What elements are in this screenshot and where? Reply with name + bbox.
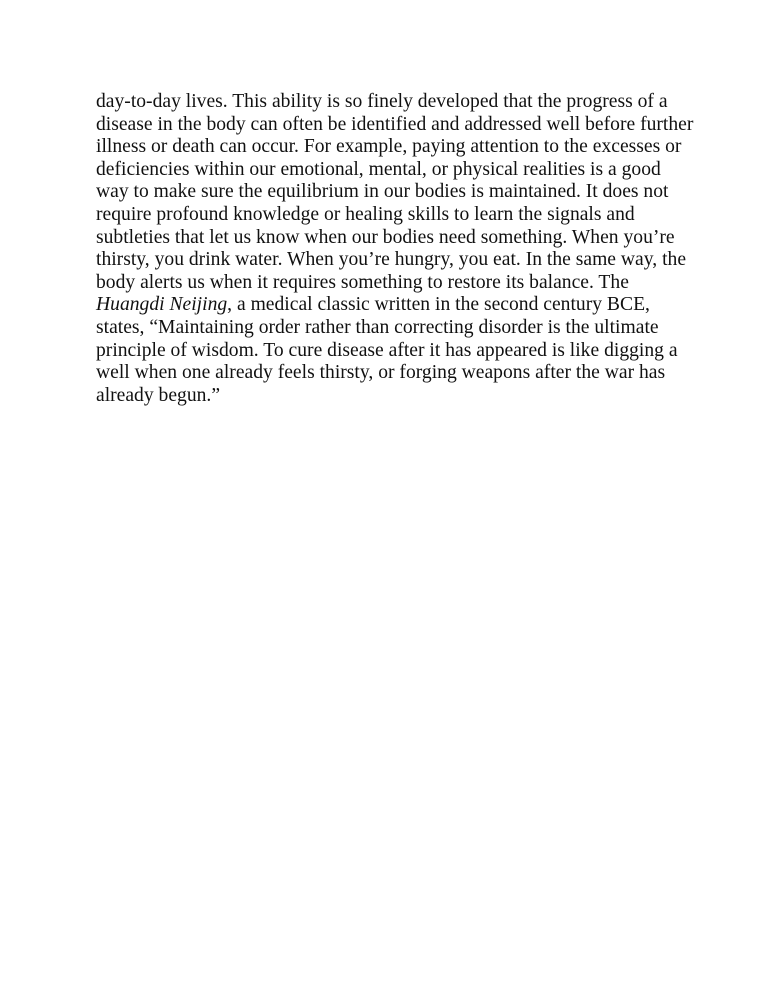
paragraph-line: well when one already feels thirsty, or forging weapons after the war has bbox=[96, 362, 666, 384]
paragraph-line: disease in the body can often be identified and addressed well before further bbox=[96, 113, 694, 135]
paragraph-line: body alerts us when it requires something to restore its balance. The bbox=[96, 271, 629, 293]
paragraph-line: way to make sure the equilibrium in our bodies is maintained. It does not bbox=[96, 181, 669, 203]
paragraph-line: illness or death can occur. For example, paying attention to the excesses or bbox=[96, 136, 682, 158]
body-paragraph bbox=[96, 91, 696, 407]
paragraph-line bbox=[96, 294, 696, 317]
paragraph-line: require profound knowledge or healing skills to learn the signals and bbox=[96, 203, 635, 225]
paragraph-line: deficiencies within our emotional, mental, or physical realities is a good bbox=[96, 158, 661, 180]
paragraph-line: thirsty, you drink water. When you’re hungry, you eat. In the same way, the bbox=[96, 249, 687, 271]
paragraph-line: principle of wisdom. To cure disease after it has appeared is like digging a bbox=[96, 339, 678, 361]
paragraph-line: states, “Maintaining order rather than correcting disorder is the ultimate bbox=[96, 316, 659, 338]
book-title-continuation: , a medical classic written in the second century BCE, bbox=[227, 294, 650, 316]
paragraph-line: subtleties that let us know when our bodies need something. When you’re bbox=[96, 226, 675, 248]
paragraph-line: day-to-day lives. This ability is so finely developed that the progress of a bbox=[96, 91, 668, 112]
paragraph-line: already begun.” bbox=[96, 384, 221, 406]
book-title: Huangdi Neijing bbox=[96, 294, 228, 316]
